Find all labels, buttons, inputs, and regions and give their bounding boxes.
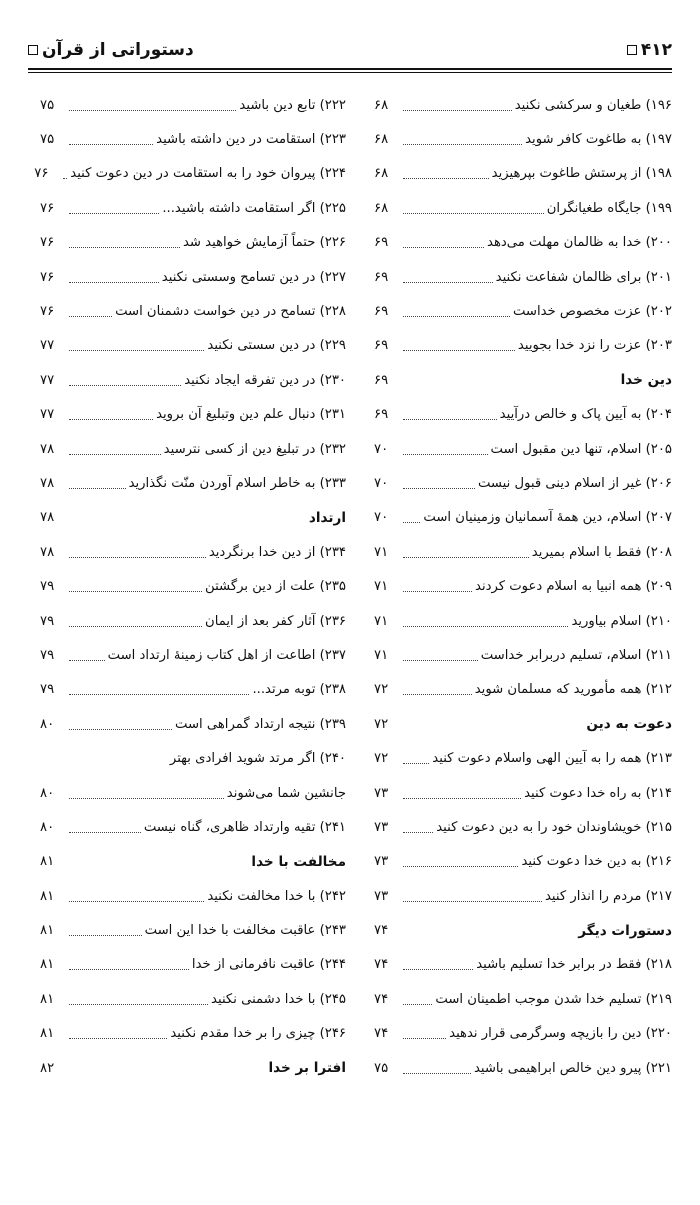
toc-entry-title: ۲۳۰) در دین تفرقه ایجاد نکنید [184,372,346,388]
toc-entry-title: ۲۴۴) عاقبت نافرمانی از خدا [191,957,346,973]
toc-entry [40,638,346,672]
toc-page-number: ۷۳ [374,888,389,904]
toc-entry [374,569,672,603]
toc-entry-title: ۲۴۶) چیزی را بر خدا مقدم نکنید [170,1026,346,1042]
dot-leader [403,1038,446,1039]
toc-entry-title: ۲۴۰) اگر مرتد شوید افرادی بهتر [169,751,346,767]
toc-entry-title: ۲۰۶) غیر از اسلام دینی قبول نیست [477,475,672,491]
toc-entry-title: دعوت به دین [586,716,672,733]
toc-page-number: ۷۷ [40,407,55,423]
dot-leader [69,591,202,592]
toc-entry [374,948,672,982]
toc-page-number: ۷۴ [374,991,389,1007]
toc-page-number: ۷۳ [374,819,389,835]
dot-leader [403,626,568,627]
toc-page-number: ۸۱ [40,1026,55,1042]
toc-page-number: ۶۹ [374,372,389,388]
dot-leader [69,969,189,970]
toc-entry [374,673,672,707]
toc-entry-title: ۱۹۷) به طاغوت کافر شوید [525,132,672,148]
toc-entry-title: ۲۴۵) با خدا دشمنی نکنید [211,991,346,1007]
toc-entry [374,1017,672,1051]
toc-entry-title: ۲۱۹) تسلیم خدا شدن موجب اطمینان است [435,991,672,1007]
toc-entry-title: افترا بر خدا [268,1060,346,1077]
toc-page-number: ۶۹ [374,269,389,285]
dot-leader [403,866,518,867]
dot-leader [403,969,473,970]
toc-entry-title: ۲۰۵) اسلام، تنها دین مقبول است [490,441,672,457]
toc-entry [40,913,346,947]
toc-entry-title: ۲۰۹) همه انبیا به اسلام دعوت کردند [475,579,672,595]
toc-entry [374,226,672,260]
toc-entry-title: ۲۰۴) به آیین پاک و خالص درآیید [499,407,672,423]
toc-entry [40,191,346,225]
toc-entry-title: ارتداد [308,509,346,526]
toc-entry [40,294,346,328]
toc-entry-title: ۲۳۵) علت از دین برگشتن [205,579,346,595]
toc-page-number: ۷۹ [40,613,55,629]
toc-page-number: ۷۱ [374,613,389,629]
dot-leader [69,1038,167,1039]
toc-page-number: ۷۰ [374,510,389,526]
toc-page-number: ۷۳ [374,854,389,870]
dot-leader [403,901,542,902]
toc-page-number: ۷۸ [40,510,55,526]
page-number-text: ۴۱۲ [640,40,672,60]
toc-page-number: ۷۹ [40,682,55,698]
dot-leader [403,798,521,799]
dot-leader [69,213,159,214]
toc-page-number: ۸۲ [40,1060,55,1076]
toc-entry-title: ۲۳۹) نتیجه ارتداد گمراهی است [175,716,346,732]
toc-entry-title: ۲۲۷) در دین تسامح وسستی نکنید [161,269,346,285]
toc-page-number: ۸۱ [40,923,55,939]
toc-entry-title: ۲۳۸) توبه مرتد... [252,682,346,698]
toc-page-number: ۷۸ [40,475,55,491]
toc-entry [40,810,346,844]
toc-entry-title: ۲۲۳) استقامت در دین داشته باشید [156,132,346,148]
toc-entry-title: ۲۳۳) به خاطر اسلام آوردن منّت نگذارید [128,475,346,491]
toc-entry-title: ۲۱۸) فقط در برابر خدا تسلیم باشید [476,957,672,973]
toc-page-number: ۷۱ [374,647,389,663]
toc-entry [374,879,672,913]
toc-page-number: ۶۸ [374,132,389,148]
toc-entry-title: جانشین شما می‌شوند [226,785,346,801]
toc-entry [374,1051,672,1085]
toc-page-number: ۸۱ [40,854,55,870]
page-number [627,40,672,60]
toc-entry-title: ۲۲۰) دین را بازیچه وسرگرمی قرار ندهید [449,1026,672,1042]
toc-entry-title: ۲۲۴) پیروان خود را به استقامت در دین دعوت کنید [70,166,346,182]
toc-page-number: ۷۸ [40,441,55,457]
toc-entry [40,982,346,1016]
toc-entry [374,776,672,810]
toc-entry [374,398,672,432]
toc-entry-title: ۲۱۶) به دین خدا دعوت کنید [521,854,672,870]
toc-page-number: ۷۲ [374,751,389,767]
dot-leader [69,385,181,386]
dot-leader [69,419,153,420]
dot-leader [69,729,172,730]
toc-page-number: ۷۸ [40,544,55,560]
square-ornament-icon [28,45,38,55]
square-ornament-icon [627,45,637,55]
dot-leader [403,660,478,661]
dot-leader [403,557,529,558]
toc-page-number: ۷۷ [40,338,55,354]
dot-leader [403,282,493,283]
toc-entry-title: ۲۴۲) با خدا مخالفت نکنید [207,888,346,904]
toc-page-number: ۷۳ [374,785,389,801]
toc-entry [374,810,672,844]
dot-leader [69,247,180,248]
dot-leader [403,316,510,317]
dot-leader [69,626,202,627]
toc-page-number: ۷۱ [374,544,389,560]
toc-entry-title: ۲۱۰) اسلام بیاورید [571,613,672,629]
page-header [28,36,672,68]
toc-entry [40,122,346,156]
dot-leader [69,110,236,111]
toc-page-number: ۷۶ [40,269,55,285]
toc-column-left [34,88,346,1085]
toc-entry [374,501,672,535]
toc-page-number: ۸۱ [40,888,55,904]
toc-page-number: ۸۰ [40,819,55,835]
toc-entry-title: دین خدا [620,372,672,389]
toc-entry [374,845,672,879]
dot-leader [403,1004,432,1005]
toc-page-number: ۶۹ [374,235,389,251]
dot-leader [403,488,475,489]
toc-entry [40,260,346,294]
toc-page-number: ۷۹ [40,647,55,663]
toc-section-heading [40,1051,346,1085]
toc-entry [374,535,672,569]
toc-entry [374,329,672,363]
toc-page-number: ۶۹ [374,407,389,423]
toc-entry-title: ۲۲۱) پیرو دین خالص ابراهیمی باشید [473,1060,672,1076]
toc-entry [40,1017,346,1051]
toc-section-heading [40,845,346,879]
toc-entry [374,741,672,775]
toc-entry [40,707,346,741]
toc-entry [374,604,672,638]
toc-page-number: ۶۹ [374,338,389,354]
toc-entry-title: ۲۱۱) اسلام، تسلیم دربرابر خداست [480,647,672,663]
toc-page-number: ۷۶ [40,304,55,320]
dot-leader [403,110,512,111]
toc-entry-title: ۲۱۲) همه مأمورید که مسلمان شوید [474,682,672,698]
toc-entry [40,948,346,982]
toc-page-number: ۷۰ [374,441,389,457]
toc-entry [374,466,672,500]
toc-entry [374,294,672,328]
toc-entry-title: ۲۴۳) عاقبت مخالفت با خدا این است [144,923,346,939]
toc-page-number: ۶۸ [374,97,389,113]
toc-entry [374,260,672,294]
toc-page-number: ۷۲ [374,716,389,732]
toc-page-number: ۶۸ [374,166,389,182]
toc-page-number: ۷۶ [40,200,55,216]
dot-leader [69,1004,208,1005]
toc-entry [40,535,346,569]
toc-entry-title: ۲۱۳) همه را به آیین الهی واسلام دعوت کنید [432,751,672,767]
toc-entry [40,226,346,260]
dot-leader [69,660,105,661]
dot-leader [69,316,112,317]
toc-page-number: ۸۱ [40,957,55,973]
toc-entry-title: ۲۰۰) خدا به ظالمان مهلت می‌دهد [487,235,672,251]
dot-leader [403,213,544,214]
toc-entry-title: ۲۰۷) اسلام، دین همهٔ آسمانیان وزمینیان است [423,510,672,526]
book-title-text: دستوراتی از قرآن [42,40,194,60]
dot-leader [63,178,67,179]
toc-page-number: ۷۰ [374,475,389,491]
toc-entry-title: ۲۲۶) حتماً آزمایش خواهید شد [183,235,346,251]
dot-leader [403,144,522,145]
toc-page-number: ۷۵ [40,97,55,113]
toc-entry-title: ۲۱۴) به راه خدا دعوت کنید [524,785,672,801]
toc-entry [40,776,346,810]
toc-entry-title: ۲۰۱) برای ظالمان شفاعت نکنید [495,269,672,285]
toc-page-number: ۶۸ [374,200,389,216]
toc-entry [34,157,346,191]
toc-entry-title: ۲۰۸) فقط با اسلام بمیرید [531,544,672,560]
dot-leader [403,419,497,420]
dot-leader [69,832,141,833]
toc-entry-title: ۲۳۱) دنبال علم دین وتبلیغ آن بروید [156,407,346,423]
toc-page-number: ۸۰ [40,785,55,801]
dot-leader [403,522,420,523]
toc-entry-title: ۲۱۷) مردم را انذار کنید [544,888,672,904]
book-title [28,40,194,60]
header-rule-thin [28,72,672,73]
toc-page-number: ۷۲ [374,682,389,698]
toc-entry [40,466,346,500]
toc-entry-title: ۲۲۸) تسامح در دین خواست دشمنان است [115,304,346,320]
toc-entry [374,982,672,1016]
toc-page-number: ۶۹ [374,304,389,320]
dot-leader [403,247,484,248]
dot-leader [403,832,433,833]
dot-leader [403,454,488,455]
toc-entry-title: ۱۹۸) از پرستش طاغوت بپرهیزید [491,166,672,182]
dot-leader [403,694,472,695]
dot-leader [403,1073,471,1074]
dot-leader [69,901,204,902]
dot-leader [403,763,429,764]
dot-leader [69,798,224,799]
toc-entry-title: دستورات دیگر [578,922,672,939]
toc-entry-title: ۲۲۵) اگر استقامت داشته باشید... [162,200,346,216]
toc-entry [374,88,672,122]
toc-entry-title: ۲۴۱) تقیه وارتداد ظاهری، گناه نیست [143,819,346,835]
dot-leader [69,557,206,558]
toc-entry [40,363,346,397]
toc-entry [374,122,672,156]
toc-entry [374,191,672,225]
toc-entry-title: ۲۳۲) در تبلیغ دین از کسی نترسید [163,441,346,457]
toc-section-heading [374,707,672,741]
toc-page-number: ۸۰ [40,716,55,732]
toc-entry [40,673,346,707]
toc-column-right [374,88,672,1085]
toc-entry [40,88,346,122]
toc-page-number: ۸۱ [40,991,55,1007]
dot-leader [403,178,489,179]
toc-page-number: ۷۷ [40,372,55,388]
toc-entry-title: ۲۳۷) اطاعت از اهل کتاب زمینهٔ ارتداد است [107,647,346,663]
toc-entry-title: ۲۲۲) تابع دین باشید [239,97,346,113]
dot-leader [69,694,249,695]
toc-page-number: ۷۱ [374,579,389,595]
toc-entry-title: ۲۱۵) خویشاوندان خود را به دین دعوت کنید [436,819,672,835]
toc-entry [40,741,346,775]
toc-page-number: ۷۶ [40,235,55,251]
toc-entry-title: ۱۹۹) جایگاه طغیانگران [546,200,672,216]
toc-page-number: ۷۵ [40,132,55,148]
toc-page-number: ۷۴ [374,923,389,939]
toc-entry [40,569,346,603]
toc-entry-title: ۲۰۲) عزت مخصوص خداست [512,304,672,320]
toc-page-number: ۷۴ [374,1026,389,1042]
toc-entry-title: ۲۲۹) در دین سستی نکنید [207,338,346,354]
toc-entry [40,879,346,913]
toc-entry [40,604,346,638]
toc-section-heading [374,363,672,397]
toc-entry [374,432,672,466]
dot-leader [69,144,153,145]
dot-leader [403,350,515,351]
toc-page-number: ۷۹ [40,579,55,595]
toc-page-number: ۷۵ [374,1060,389,1076]
toc-entry-title: ۲۰۳) عزت را نزد خدا بجویید [517,338,672,354]
toc-entry [40,329,346,363]
dot-leader [403,591,472,592]
toc-entry [374,157,672,191]
toc-entry [374,638,672,672]
toc-entry [40,398,346,432]
toc-entry-title: ۲۳۴) از دین خدا برنگردید [208,544,346,560]
dot-leader [69,282,159,283]
toc-section-heading [40,501,346,535]
dot-leader [69,350,204,351]
toc-page-number: ۷۶ [34,166,49,182]
header-rule-thick [28,68,672,70]
toc-entry-title: ۱۹۶) طغیان و سرکشی نکنید [514,97,672,113]
dot-leader [69,488,126,489]
toc-page-number: ۷۴ [374,957,389,973]
dot-leader [69,454,161,455]
toc-entry-title: مخالفت با خدا [251,853,346,870]
dot-leader [69,935,142,936]
toc-entry [40,432,346,466]
toc-entry-title: ۲۳۶) آثار کفر بعد از ایمان [205,613,346,629]
toc-section-heading [374,913,672,947]
